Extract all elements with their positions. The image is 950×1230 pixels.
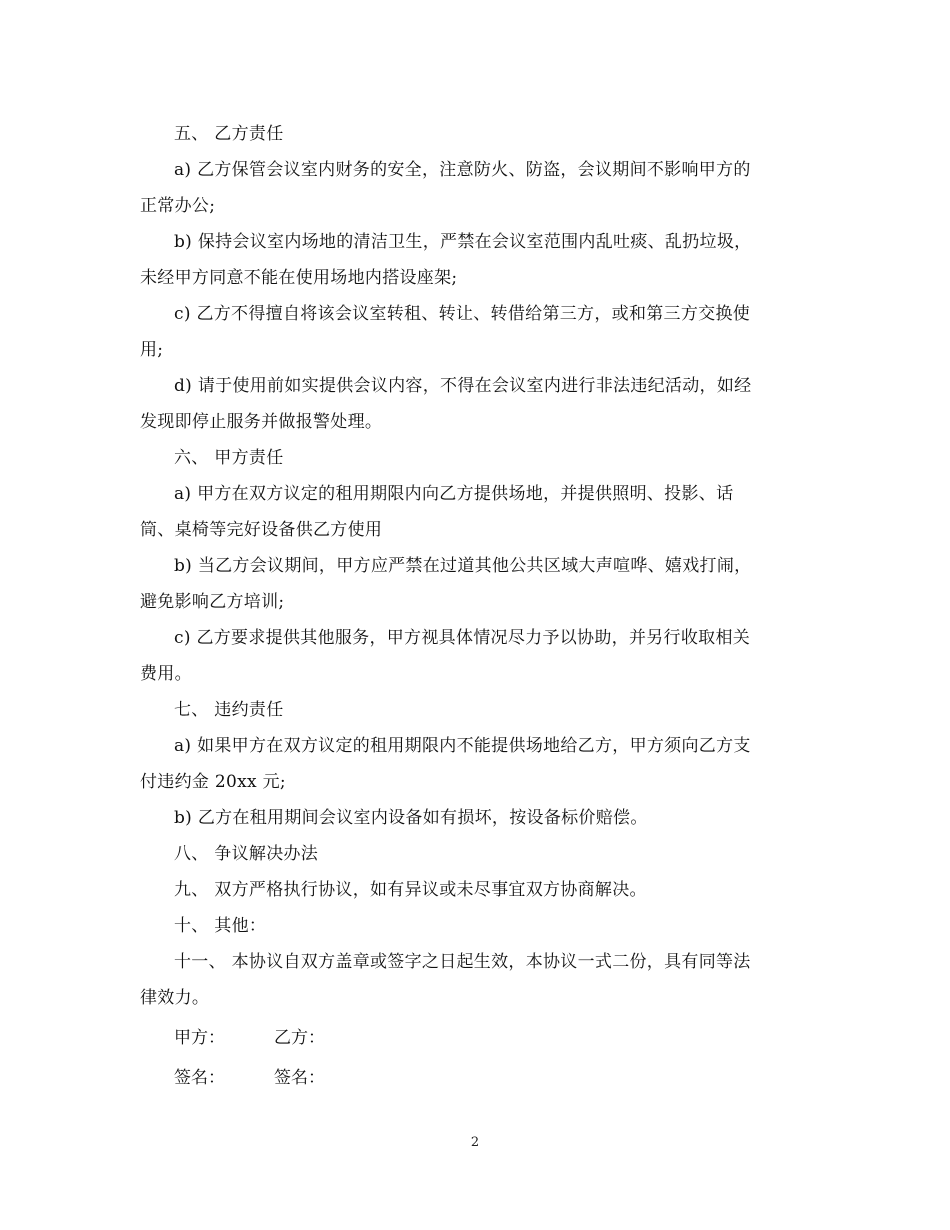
paragraph-line: 避免影响乙方培训; [140, 592, 285, 612]
clause-7a [140, 728, 805, 800]
paragraph-line: 费用。 [140, 664, 192, 684]
paragraph-line: 八、 争议解决办法 [174, 844, 319, 864]
section-heading-7 [140, 692, 805, 728]
paragraph-line: 发现即停止服务并做报警处理。 [140, 412, 383, 432]
paragraph-line: 正常办公; [140, 196, 216, 216]
paragraph-line: 付违约金 20xx 元; [140, 772, 286, 792]
clause-5c [140, 296, 805, 368]
clause-6b [140, 548, 805, 620]
paragraph-line: 筒、桌椅等完好设备供乙方使用 [140, 520, 383, 540]
clause-7b [140, 800, 805, 836]
paragraph-line: b) 乙方在租用期间会议室内设备如有损坏，按设备标价赔偿。 [174, 808, 648, 828]
paragraph-line: 未经甲方同意不能在使用场地内搭设座架; [140, 268, 458, 288]
paragraph-line: 九、 双方严格执行协议，如有异议或未尽事宜双方协商解决。 [174, 880, 647, 900]
paragraph-line: 律效力。 [140, 988, 210, 1008]
paragraph-line: a) 如果甲方在双方议定的租用期限内不能提供场地给乙方，甲方须向乙方支 [174, 736, 751, 756]
signature-b-label: 签名： [274, 1068, 325, 1088]
page-number: 2 [470, 1135, 480, 1150]
paragraph-line: d) 请于使用前如实提供会议内容，不得在会议室内进行非法违纪活动，如经 [174, 376, 752, 396]
paragraph-line: 七、 违约责任 [174, 700, 284, 720]
paragraph-line: 用; [140, 340, 164, 360]
paragraph-line: b) 当乙方会议期间，甲方应严禁在过道其他公共区域大声喧哗、嬉戏打闹， [174, 556, 752, 576]
paragraph-line: 十一、 本协议自双方盖章或签字之日起生效，本协议一式二份，具有同等法 [174, 952, 751, 972]
section-heading-8 [140, 836, 805, 872]
clause-5d [140, 368, 805, 440]
clause-5a [140, 152, 805, 224]
party-b-label: 乙方： [274, 1028, 325, 1048]
paragraph-line: a) 乙方保管会议室内财务的安全，注意防火、防盗，会议期间不影响甲方的 [174, 160, 751, 180]
document-body [140, 116, 805, 1096]
clause-6c [140, 620, 805, 692]
paragraph-line: c) 乙方不得擅自将该会议室转租、转让、转借给第三方，或和第三方交换使 [174, 304, 751, 324]
clause-6a [140, 476, 805, 548]
section-10 [140, 908, 805, 944]
party-a-label: 甲方： [174, 1028, 225, 1048]
section-heading-5 [140, 116, 805, 152]
party-labels-row [140, 1020, 805, 1056]
paragraph-line: a) 甲方在双方议定的租用期限内向乙方提供场地，并提供照明、投影、话 [174, 484, 734, 504]
paragraph-line: b) 保持会议室内场地的清洁卫生，严禁在会议室范围内乱吐痰、乱扔垃圾， [174, 232, 752, 252]
clause-5b [140, 224, 805, 296]
paragraph-line: 六、 甲方责任 [174, 448, 284, 468]
section-heading-6 [140, 440, 805, 476]
paragraph-line: 五、 乙方责任 [174, 124, 284, 144]
section-9 [140, 872, 805, 908]
paragraph-line: 十、 其他： [174, 916, 267, 936]
paragraph-line: c) 乙方要求提供其他服务，甲方视具体情况尽力予以协助，并另行收取相关 [174, 628, 751, 648]
signature-labels-row [140, 1060, 805, 1096]
signature-a-label: 签名： [174, 1068, 225, 1088]
section-11 [140, 944, 805, 1016]
